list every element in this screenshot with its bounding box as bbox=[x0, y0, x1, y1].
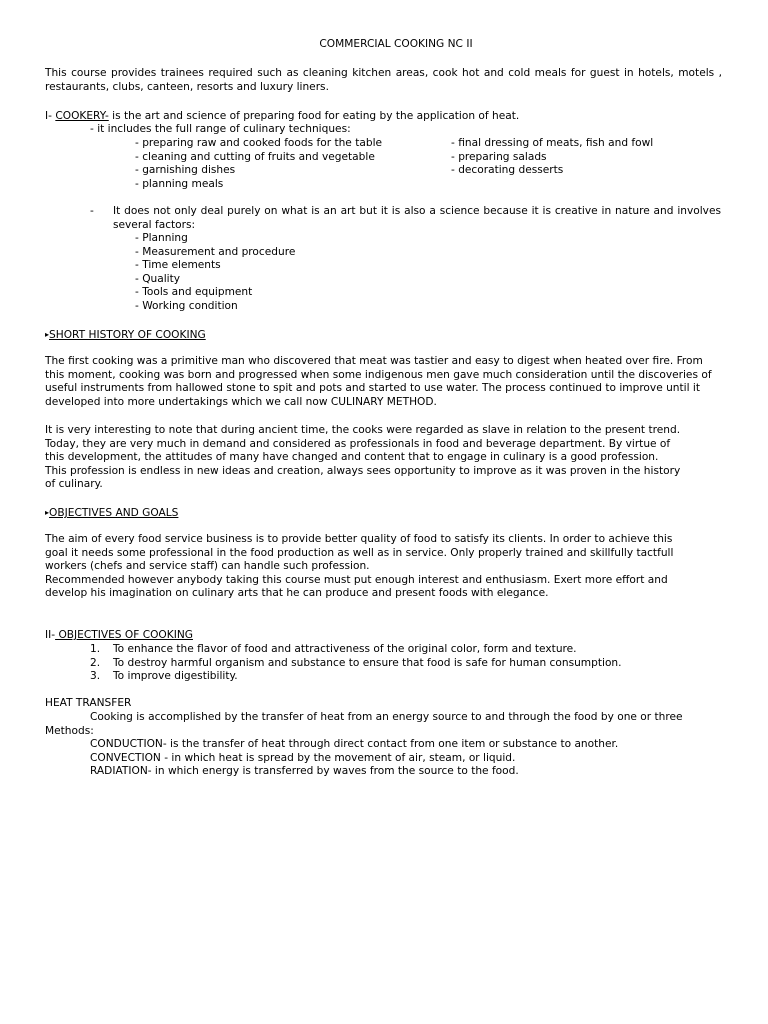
list-item: - cleaning and cutting of fruits and vegetable bbox=[135, 150, 375, 163]
history-paragraph-2 bbox=[45, 424, 722, 492]
method-conduction: CONDUCTION- is the transfer of heat through direct contact from one item or substance to another. bbox=[90, 738, 619, 750]
cookery-includes: - it includes the full range of culinary techniques: bbox=[90, 123, 351, 135]
objectives-goals-heading-line bbox=[45, 506, 722, 521]
list-number: 2. bbox=[90, 656, 101, 669]
factors-list bbox=[135, 232, 435, 314]
objectives-goals-paragraph bbox=[45, 533, 722, 601]
paragraph-line: It is very interesting to note that during ancient time, the cooks were regarded as slave in relation to the present trend. bbox=[45, 424, 681, 436]
heat-transfer-methods bbox=[90, 738, 730, 779]
objectives-cooking-heading: OBJECTIVES OF COOKING bbox=[55, 629, 193, 641]
paragraph-line: goal it needs some professional in the food production as well as in service. Only properly trained and skillfully tactfull bbox=[45, 546, 674, 559]
history-heading: SHORT HISTORY OF COOKING bbox=[49, 329, 206, 341]
paragraph-line: this development, the attitudes of many have changed and content that to engage in culinary is a good profession. bbox=[45, 451, 659, 464]
cookery-heading: COOKERY- bbox=[55, 110, 109, 122]
method-radiation: RADIATION- in which energy is transferred by waves from the source to the food. bbox=[90, 765, 519, 778]
document-title: COMMERCIAL COOKING NC II bbox=[319, 38, 473, 50]
list-item: - Measurement and procedure bbox=[135, 245, 296, 258]
paragraph-line: The aim of every food service business is to provide better quality of food to satisfy its clients. In order to achieve this bbox=[45, 533, 673, 545]
list-text: To enhance the flavor of food and attractiveness of the original color, form and texture. bbox=[113, 643, 577, 655]
list-item: - preparing raw and cooked foods for the table bbox=[135, 137, 383, 149]
list-item bbox=[90, 670, 730, 684]
heat-transfer-heading: HEAT TRANSFER bbox=[45, 697, 132, 709]
arrow-bullet-icon: ▸ bbox=[45, 330, 50, 339]
list-item: - final dressing of meats, fish and fowl bbox=[451, 137, 654, 149]
cookery-definition-text: is the art and science of preparing food for eating by the application of heat. bbox=[108, 110, 520, 122]
list-item bbox=[90, 643, 730, 657]
section-number: II- bbox=[45, 629, 56, 641]
objectives-cooking-list bbox=[90, 643, 730, 684]
section-number: I- bbox=[45, 110, 56, 122]
history-paragraph-1: The first cooking was a primitive man who discovered that meat was tastier and easy to digest when heated over fire. From this moment, cooking was born and progressed when some indigenous men gave much consideration until the discoveries of useful instruments from hallowed stone to spit and pots and started to use water. The process continued to improve until it developed into more undertakings which we call now CULINARY METHOD. bbox=[45, 355, 712, 408]
list-item: - planning meals bbox=[135, 177, 224, 190]
objectives-cooking-heading-line bbox=[45, 629, 722, 643]
paragraph-line: This profession is endless in new ideas and creation, always sees opportunity to improve as it was proven in the history bbox=[45, 464, 681, 477]
list-item: - Working condition bbox=[135, 299, 238, 312]
method-convection: CONVECTION - in which heat is spread by the movement of air, steam, or liquid. bbox=[90, 751, 516, 764]
paragraph-line: Today, they are very much in demand and considered as professionals in food and beverage department. By virtue of bbox=[45, 437, 671, 450]
heat-transfer-intro-line-2: Methods: bbox=[45, 725, 94, 737]
cookery-definition bbox=[45, 110, 722, 124]
list-item: - decorating desserts bbox=[451, 164, 564, 177]
history-heading-line bbox=[45, 328, 722, 343]
list-number: 1. bbox=[90, 643, 101, 655]
arrow-bullet-icon: ▸ bbox=[45, 508, 50, 517]
intro-paragraph: This course provides trainees required such as cleaning kitchen areas, cook hot and cold meals for guest in hotels, motels , restaurants, clubs, canteen, resorts and luxury liners. bbox=[45, 67, 722, 93]
techniques-left-list bbox=[135, 137, 435, 191]
list-item: - Time elements bbox=[135, 259, 221, 272]
heat-transfer-intro-line-1: Cooking is accomplished by the transfer of heat from an energy source to and through the food by one or three bbox=[90, 711, 683, 723]
paragraph-line: workers (chefs and service staff) can handle such profession. bbox=[45, 560, 370, 573]
list-item bbox=[90, 657, 730, 671]
list-number: 3. bbox=[90, 670, 101, 683]
science-dash: - bbox=[90, 205, 94, 217]
techniques-right-list bbox=[451, 137, 721, 178]
list-item: - Tools and equipment bbox=[135, 286, 253, 299]
paragraph-line: of culinary. bbox=[45, 478, 103, 491]
list-item: - Quality bbox=[135, 272, 181, 285]
list-item: - Planning bbox=[135, 232, 188, 244]
list-item: - garnishing dishes bbox=[135, 164, 236, 177]
paragraph-line: Recommended however anybody taking this course must put enough interest and enthusiasm. Exert more effort and bbox=[45, 573, 668, 586]
objectives-goals-heading: OBJECTIVES AND GOALS bbox=[49, 507, 179, 519]
list-item: - preparing salads bbox=[451, 150, 547, 163]
science-paragraph: It does not only deal purely on what is an art but it is also a science because it is creative in nature and involves several factors: bbox=[113, 205, 721, 231]
paragraph-line: develop his imagination on culinary arts that he can produce and present foods with elegance. bbox=[45, 587, 549, 600]
list-text: To improve digestibility. bbox=[113, 670, 238, 683]
list-text: To destroy harmful organism and substance to ensure that food is safe for human consumption. bbox=[113, 656, 622, 669]
